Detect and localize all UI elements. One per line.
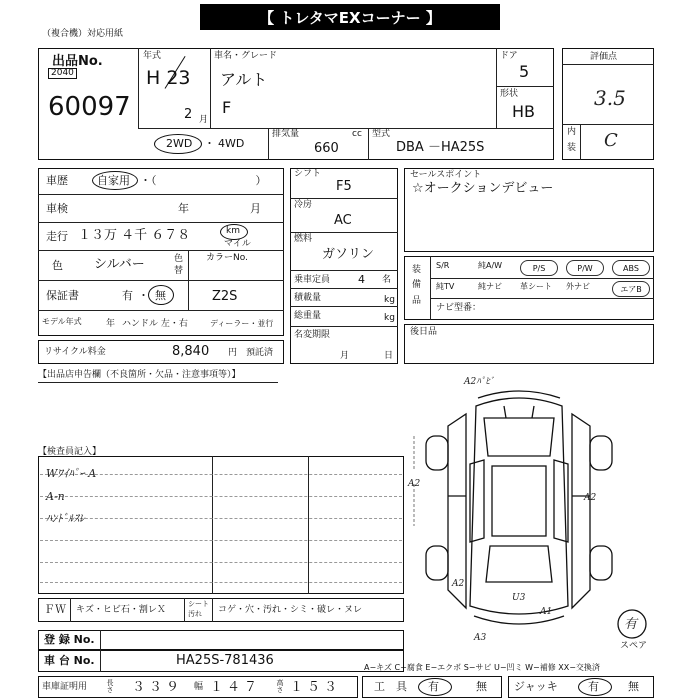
warranty-no: 無 [155, 289, 166, 302]
navi-model-label: ナビ型番： [436, 303, 482, 313]
sales-point-text: ☆オークションデビュー [412, 181, 554, 196]
equipment-row1-item: P/W [566, 260, 604, 276]
damage-mark-u3: U3 [512, 593, 526, 603]
interior-value: C [604, 130, 618, 151]
year-month: 2 [184, 107, 193, 122]
top-caption: （複合機）対応用紙 [42, 29, 124, 39]
chassis-label: 車 台 No. [44, 654, 95, 667]
equipment-label-3: 品 [412, 296, 422, 306]
inspector-label: 【検査員記入】 [38, 447, 102, 457]
mileage-value: １３万 ４千 ６７８ [78, 228, 191, 243]
displacement-value: 660 [314, 141, 339, 156]
type-label: 型式 [372, 129, 391, 139]
sales-point-label: セールスポイント [410, 170, 482, 180]
damage-mark-a3: A3 [474, 633, 487, 643]
shift-label: シフト [294, 169, 322, 179]
inspector-line-2: A-n [46, 490, 65, 503]
inspection-label: 車検 [46, 202, 68, 215]
name-change-month: 月 [340, 351, 350, 361]
dim-width-label: 幅 [194, 682, 204, 692]
fuel-value: ガソリン [322, 247, 375, 262]
ac-value: AC [334, 213, 352, 228]
inspection-month: 月 [250, 202, 261, 215]
damage-mark-a2-right: A2 [584, 493, 597, 503]
interior-label-2: 装 [567, 143, 577, 153]
tools-label: 工 具 [374, 680, 407, 693]
equipment-row2-item: エアB [612, 281, 650, 297]
warranty-label: 保証書 [46, 289, 79, 302]
shape-label: 形状 [500, 89, 519, 99]
equipment-row1-item: S/R [436, 261, 450, 270]
displacement-unit: cc [352, 129, 362, 139]
damage-mark-top: A2ﾊﾟﾋﾞ [464, 377, 495, 387]
inspection-year: 年 [178, 202, 189, 215]
dimensions-label: 車庫証明用 [42, 682, 88, 692]
history-value: 自家用 [97, 174, 130, 187]
damage-mark-a2-side: A2 [408, 479, 421, 489]
registration-label: 登 録 No. [44, 633, 95, 646]
name-change-label: 名変期限 [294, 330, 331, 340]
drive-sep: ・ [204, 137, 215, 150]
equipment-row1-item: 純A/W [478, 261, 503, 270]
ac-label: 冷房 [294, 200, 313, 210]
seat-conditions: コゲ・穴・汚れ・シミ・破レ・ヌレ [218, 605, 363, 615]
model-name: アルト [220, 70, 268, 89]
model-year-dealer: ディーラー・並行 [210, 319, 274, 328]
fw-marks: キズ・ヒビ石・割レＸ [76, 605, 166, 615]
month-unit: 月 [199, 115, 209, 125]
gross-unit: kg [384, 313, 395, 323]
score-value: 3.5 [594, 86, 626, 110]
equipment-label-2: 備 [412, 280, 422, 290]
capacity-value: 4 [358, 273, 365, 286]
load-unit: kg [384, 295, 395, 305]
doors-label: ドア [500, 51, 518, 61]
displacement-label: 排気量 [272, 129, 300, 139]
model-grade: F [222, 98, 232, 117]
lot-label: 出品No. [52, 54, 103, 69]
recycle-unit: 円 [228, 348, 238, 358]
declaration-label: 【出品店申告欄（不良箇所・欠品・注意事項等）】 [38, 370, 241, 380]
dim-length: ３３９ [132, 680, 184, 695]
equipment-label-1: 装 [412, 265, 422, 275]
top-banner [200, 4, 500, 30]
type-value: DBA －HA25S [396, 140, 485, 155]
color-no-value: Z2S [212, 289, 238, 304]
equipment-row2-item: 純ナビ [478, 282, 502, 291]
paint-label-2: 替 [174, 266, 184, 276]
car-damage-diagram [404, 376, 654, 646]
equipment-row1-item: ABS [612, 260, 650, 276]
gross-label: 総重量 [294, 311, 322, 321]
equipment-row1-item: P/S [520, 260, 558, 276]
after-items-label: 後日品 [410, 327, 438, 337]
tools-yes: 有 [428, 680, 439, 693]
recycle-note: 預託済 [246, 348, 274, 358]
capacity-unit: 名 [382, 275, 392, 285]
lot-number: 60097 [48, 92, 131, 122]
model-year-label: モデル年式 [42, 317, 82, 326]
seat-label-2: 汚れ [188, 610, 202, 618]
tools-no: 無 [476, 680, 487, 693]
load-label: 積載量 [294, 293, 322, 303]
mileage-mile: マイル [224, 239, 251, 249]
spare-hand-mark: 有 [624, 617, 638, 632]
doors-value: 5 [519, 62, 530, 81]
equipment-row2-item: 純TV [436, 282, 455, 291]
dim-length-label: 長さ [106, 679, 114, 693]
lot-sub-number: 2040 [48, 68, 77, 79]
model-year-handle: ハンドル 左・右 [122, 319, 188, 329]
damage-legend: A−キズ C−腐食 E−エクボ S−サビ U−凹ミ W−補修 XX−交換済 [364, 663, 600, 672]
color-no-label: カラーNo. [206, 253, 248, 263]
inspector-line-3: ﾊﾝﾄﾞﾙｽﾚ [46, 512, 85, 525]
year-label: 年式 [143, 51, 162, 61]
color-value: シルバー [94, 257, 145, 272]
mileage-label: 走行 [46, 230, 68, 243]
after-items-box [404, 324, 654, 364]
seat-label: シート [188, 600, 209, 608]
dim-width: １４７ [210, 680, 262, 695]
damage-mark-a1: A1 [540, 607, 553, 617]
inspector-line-1: Wﾜｲﾊﾟｰ A [46, 467, 97, 480]
damage-mark-a2-front: A2 [452, 579, 465, 589]
dim-height-label: 高さ [276, 679, 284, 693]
fuel-label: 燃料 [294, 234, 313, 244]
drive-2wd: 2WD [166, 137, 193, 150]
year-value: H 23 [146, 67, 191, 89]
equipment-row2-item: 外ナビ [566, 282, 590, 291]
shape-value: HB [512, 102, 536, 121]
jack-no: 無 [628, 680, 639, 693]
score-label: 評価点 [590, 52, 618, 62]
interior-label-1: 内 [567, 127, 577, 137]
dim-height: １５３ [290, 680, 342, 695]
paint-label-1: 色 [174, 254, 184, 264]
model-year-year: 年 [106, 319, 116, 329]
model-label: 車名・グレード [214, 51, 278, 61]
chassis-value: HA25S-781436 [176, 653, 274, 668]
recycle-value: 8,840 [172, 344, 210, 359]
shift-value: F5 [336, 179, 352, 194]
name-change-day: 日 [384, 351, 394, 361]
color-label: 色 [52, 259, 63, 272]
spare-label: スペア [620, 641, 648, 651]
capacity-label: 乗車定員 [294, 275, 331, 285]
warranty-sep: ・ [138, 289, 149, 302]
equipment-row2-item: 革シート [520, 282, 552, 291]
jack-label: ジャッキ [514, 680, 558, 693]
jack-yes: 有 [588, 680, 599, 693]
drive-4wd: 4WD [218, 137, 245, 150]
fw-label: ＦＷ [44, 603, 66, 616]
banner-title: 【 トレタマEXコーナー 】 [259, 8, 441, 27]
recycle-label: リサイクル料金 [44, 347, 106, 357]
warranty-yes: 有 [122, 289, 133, 302]
history-rest: ・（ ） [140, 174, 267, 187]
history-label: 車歴 [46, 174, 68, 187]
mileage-km: km [226, 226, 240, 236]
